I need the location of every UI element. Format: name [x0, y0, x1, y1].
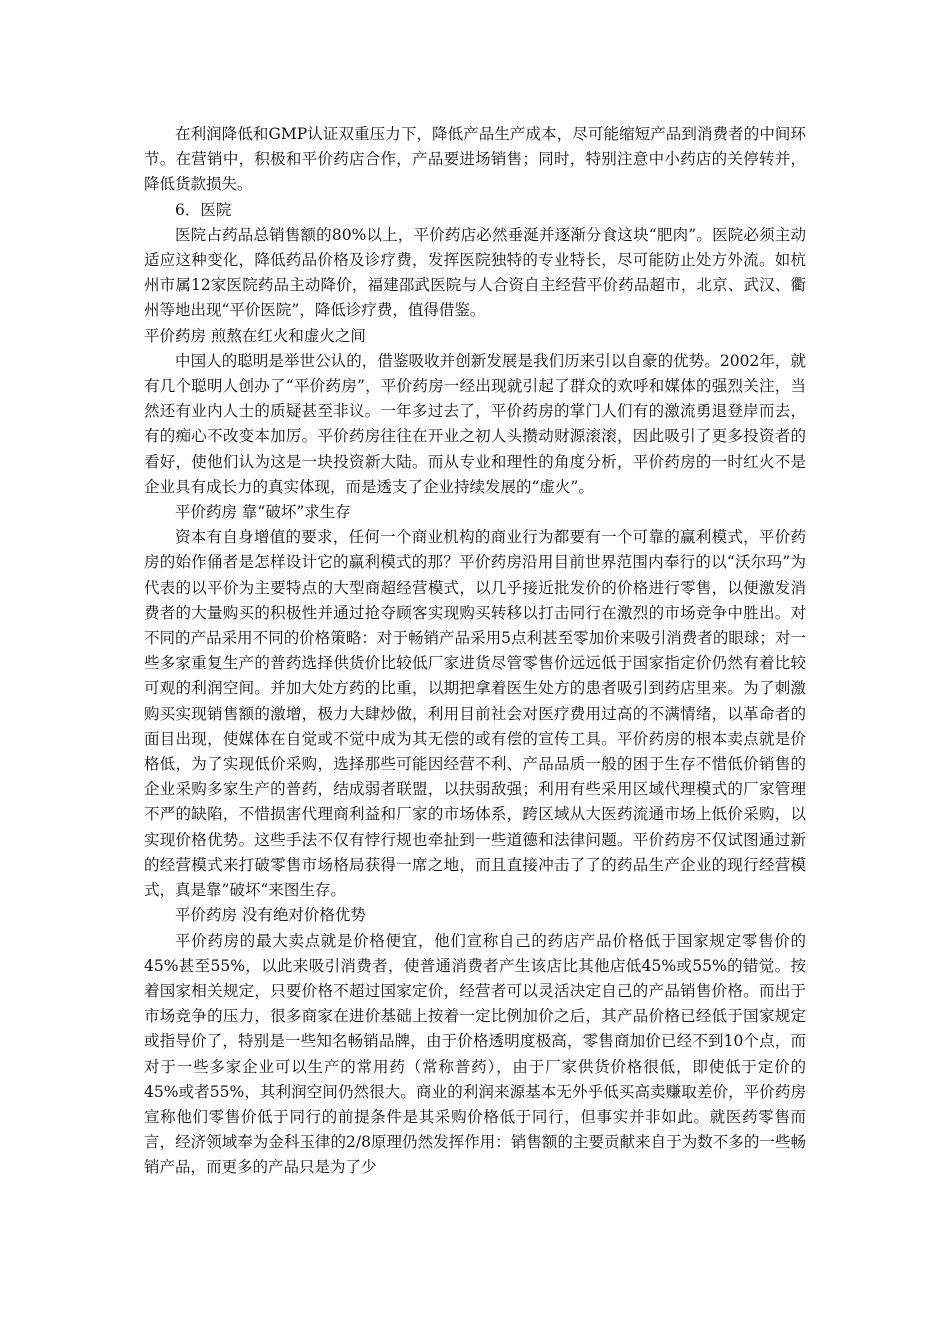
- paragraph-price-advantage: 平价药房的最大卖点就是价格便宜，他们宣称自己的药店产品价格低于国家规定零售价的45%甚至55%，以此来吸引消费者，使普通消费者产生该店比其他店低45%或55%的错觉。按着国家相关规定，只要价格不超过国家定价，经营者可以灵活决定自己的产品销售价格。而出于市场竞争的压力，很多商家在进价基础上按着一定比例加价之后，其产品价格已经低于国家规定或指导价了，特别是一些知名畅销品牌，由于价格透明度极高，零售商加价已经不到10个点，而对于一些多家企业可以生产的常用药（常称普药），由于厂家供货价格很低，即使低于定价的45%或者55%，其利润空间仍然很大。商业的利润来源基本无外乎低买高卖赚取差价，平价药房宣称他们零售价低于同行的前提条件是其采购价格低于同行，但事实并非如此。就医药零售而言，经济领域奉为金科玉律的2/8原理仍然发挥作用：销售额的主要贡献来自于为数不多的一些畅销产品，而更多的产品只是为了少: [144, 931, 806, 1177]
- section-heading-destruction: 平价药房 靠“破坏”求生存: [175, 503, 351, 522]
- paragraph-cost-reduction: 在利润降低和GMP认证双重压力下，降低产品生产成本，尽可能缩短产品到消费者的中间环节。在营销中，积极和平价药店合作，产品要进场销售；同时，特别注意中小药店的关停转并，降低货款损失。: [144, 125, 806, 194]
- section-heading-price-advantage: 平价药房 没有绝对价格优势: [175, 906, 366, 925]
- paragraph-red-fire: 中国人的聪明是举世公认的，借鉴吸收并创新发展是我们历来引以自豪的优势。2002年，就有几个聪明人创办了“平价药房”，平价药房一经出现就引起了群众的欢呼和媒体的强烈关注，当然还有业内人士的质疑甚至非议。一年多过去了，平价药房的掌门人们有的激流勇退登岸而去，有的痴心不改变本加厉。平价药房往往在开业之初人头攒动财源滚滚，因此吸引了更多投资者的看好，使他们认为这是一块投资新大陆。而从专业和理性的角度分析，平价药房的一时红火不是企业具有成长力的真实体现，而是透支了企业持续发展的“虚火”。: [144, 351, 806, 496]
- section-heading-hospital: 6．医院: [175, 200, 232, 219]
- section-heading-red-fire: 平价药房 煎熬在红火和虚火之间: [144, 326, 366, 345]
- paragraph-hospital: 医院占药品总销售额的80%以上，平价药店必然垂涎并逐渐分食这块“肥肉”。医院必须主动适应这种变化，降低药品价格及诊疗费，发挥医院独特的专业特长，尽可能防止处方外流。如杭州市属12家医院药品主动降价，福建邵武医院与人合资自主经营平价药品超市，北京、武汉、衢州等地出现“平价医院”，降低诊疗费，值得借鉴。: [144, 225, 806, 320]
- document-body: [144, 122, 806, 1181]
- paragraph-destruction: 资本有自身增值的要求，任何一个商业机构的商业行为都要有一个可靠的赢利模式，平价药房的始作俑者是怎样设计它的赢利模式的那？平价药房沿用目前世界范围内奉行的以“沃尔玛”为代表的以平价为主要特点的大型商超经营模式，以几乎接近批发价的价格进行零售，以便激发消费者的大量购买的积极性并通过抢夺顾客实现购买转移以打击同行在激烈的市场竞争中胜出。对不同的产品采用不同的价格策略：对于畅销产品采用5点利甚至零加价来吸引消费者的眼球；对一些多家重复生产的普药选择供货价比较低厂家进货尽管零售价远远低于国家指定价仍然有着比较可观的利润空间。并加大处方药的比重，以期把拿着医生处方的患者吸引到药店里来。为了刺激购买实现销售额的激增，极力大肆炒做，利用目前社会对医疗费用过高的不满情绪，以革命者的面目出现，使媒体在自觉或不觉中成为其无偿的或有偿的宣传工具。平价药房的根本卖点就是价格低，为了实现低价采购，选择那些可能因经营不利、产品品质一般的困于生存不惜低价销售的企业采购多家生产的普药，结成弱者联盟，以扶弱敌强；利用有些采用区域代理模式的厂家管理不严的缺陷，不惜损害代理商利益和厂家的市场体系，跨区域从大医药流通市场上低价采购，以实现价格优势。这些手法不仅有悖行规也牵扯到一些道德和法律问题。平价药房不仅试图通过新的经营模式来打破零售市场格局获得一席之地，而且直接冲击了了的药品生产企业的现行经营模式，真是靠”破坏“来图生存。: [144, 528, 806, 900]
